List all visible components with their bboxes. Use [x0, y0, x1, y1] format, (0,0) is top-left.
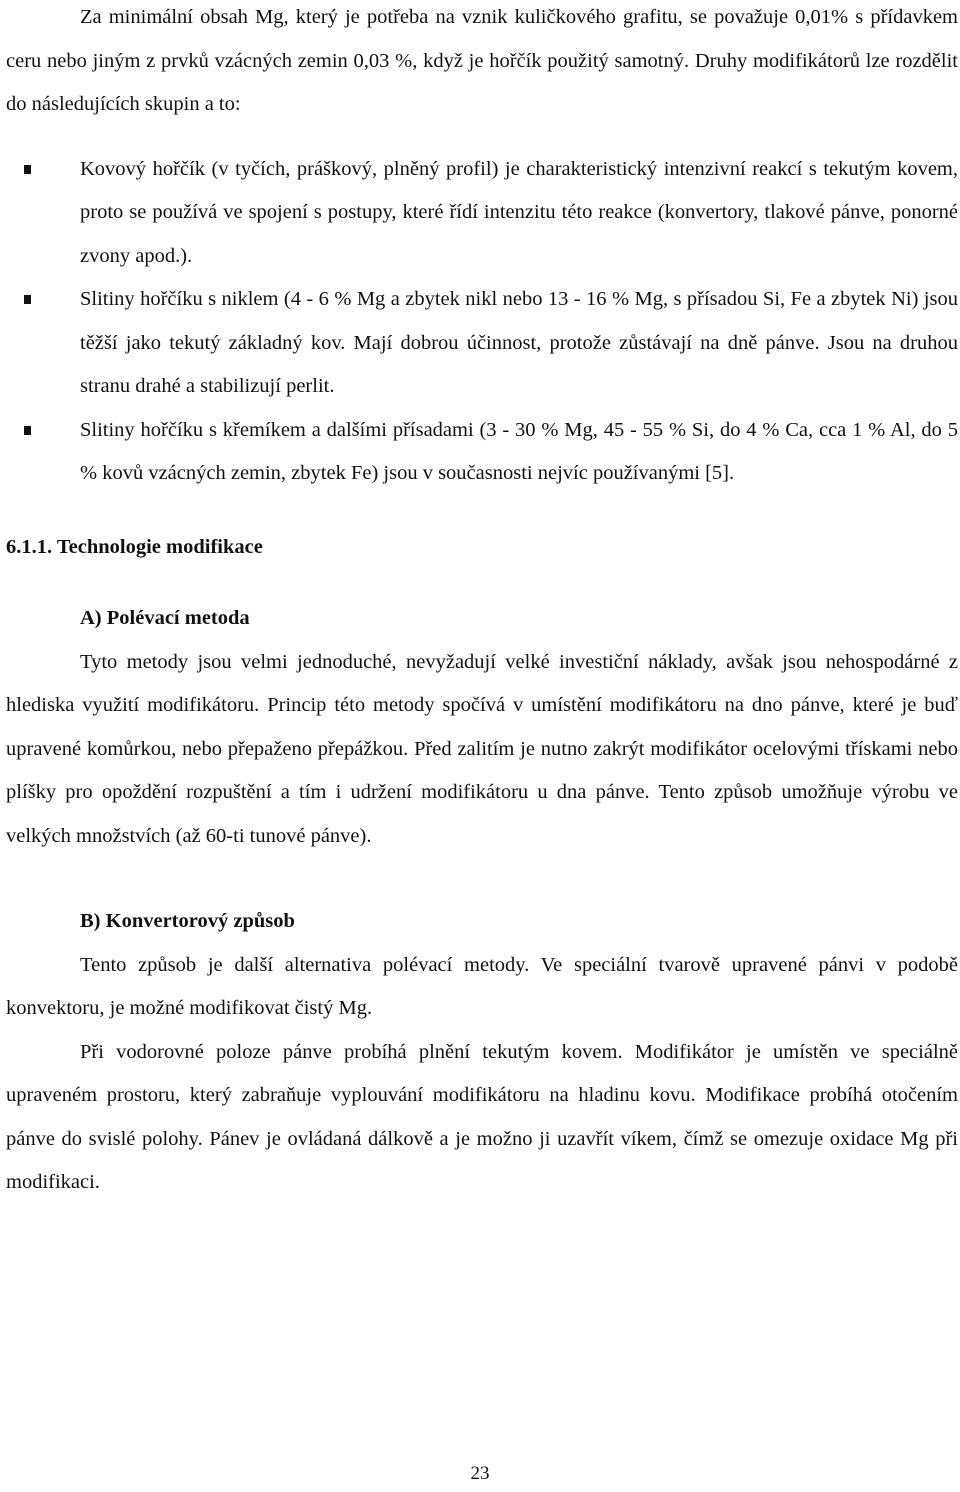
modifier-list — [6, 148, 958, 496]
section-heading: 6.1.1. Technologie modifikace — [6, 535, 263, 558]
list-item-text: Slitiny hořčíku s křemíkem a dalšími přísadami (3 - 30 % Mg, 45 - 55 % Si, do 4 % Ca, cca 1 % Al, do 5 % kovů vzácných zemin, zbytek Fe) jsou v současnosti nejvíc používanými [5]. — [80, 418, 958, 484]
square-bullet-icon — [24, 165, 31, 174]
list-item-text: Slitiny hořčíku s niklem (4 - 6 % Mg a zbytek nikl nebo 13 - 16 % Mg, s přísadou Si, Fe a zbytek Ni) jsou těžší jako tekutý základný kov. Mají dobrou účinnost, protože zůstávají na dně pánve. Jsou na druhou stranu drahé a stabilizují perlit. — [80, 288, 958, 397]
square-bullet-icon — [24, 295, 31, 304]
intro-paragraph: Za minimální obsah Mg, který je potřeba na vznik kuličkového grafitu, se považuje 0,01% s přídavkem ceru nebo jiným z prvků vzácných zemin 0,03 %, když je hořčík použitý samotný. Druhy modifikátorů lze rozdělit do následujících skupin a to: — [6, 6, 958, 115]
subsection-a-heading: A) Polévací metoda — [80, 607, 250, 629]
subsection-b-paragraph-2: Při vodorovné poloze pánve probíhá plnění tekutým kovem. Modifikátor je umístěn ve speciálně upraveném prostoru, který zabraňuje vyplouvání modifikátoru na hladinu kovu. Modifikace probíhá otočením pánve do svislé polohy. Pánev je ovládaná dálkově a je možno ji uzavřít víkem, čímž se omezuje oxidace Mg při modifikaci. — [6, 1040, 958, 1193]
square-bullet-icon — [24, 426, 31, 435]
list-item — [6, 409, 958, 496]
page-number: 23 — [470, 1463, 490, 1484]
list-item-text: Kovový hořčík (v tyčích, práškový, plněný profil) je charakteristický intenzivní reakcí s tekutým kovem, proto se používá ve spojení s postupy, které řídí intenzitu této reakce (konvertory, tlakové pánve, ponorné zvony apod.). — [80, 157, 958, 267]
document-page — [6, 0, 958, 1205]
subsection-a-paragraph: Tyto metody jsou velmi jednoduché, nevyžadují velké investiční náklady, avšak jsou nehospodárné z hlediska využití modifikátoru. Princip této metody spočívá v umístění modifikátoru na dno pánve, které je buď upravené komůrkou, nebo přepaženo přepážkou. Před zalitím je nutno zakrýt modifikátor ocelovými třískami nebo plíšky pro opoždění rozpuštění a tím i udržení modifikátoru u dna pánve. Tento způsob umožňuje výrobu ve velkých množstvích (až 60-ti tunové pánve). — [6, 650, 958, 847]
subsection-b-paragraph-1: Tento způsob je další alternativa polévací metody. Ve speciální tvarově upravené pánvi v podobě konvektoru, je možné modifikovat čistý Mg. — [6, 953, 958, 1019]
subsection-b-heading: B) Konvertorový způsob — [80, 910, 295, 932]
list-item — [6, 148, 958, 279]
list-item — [6, 278, 958, 409]
